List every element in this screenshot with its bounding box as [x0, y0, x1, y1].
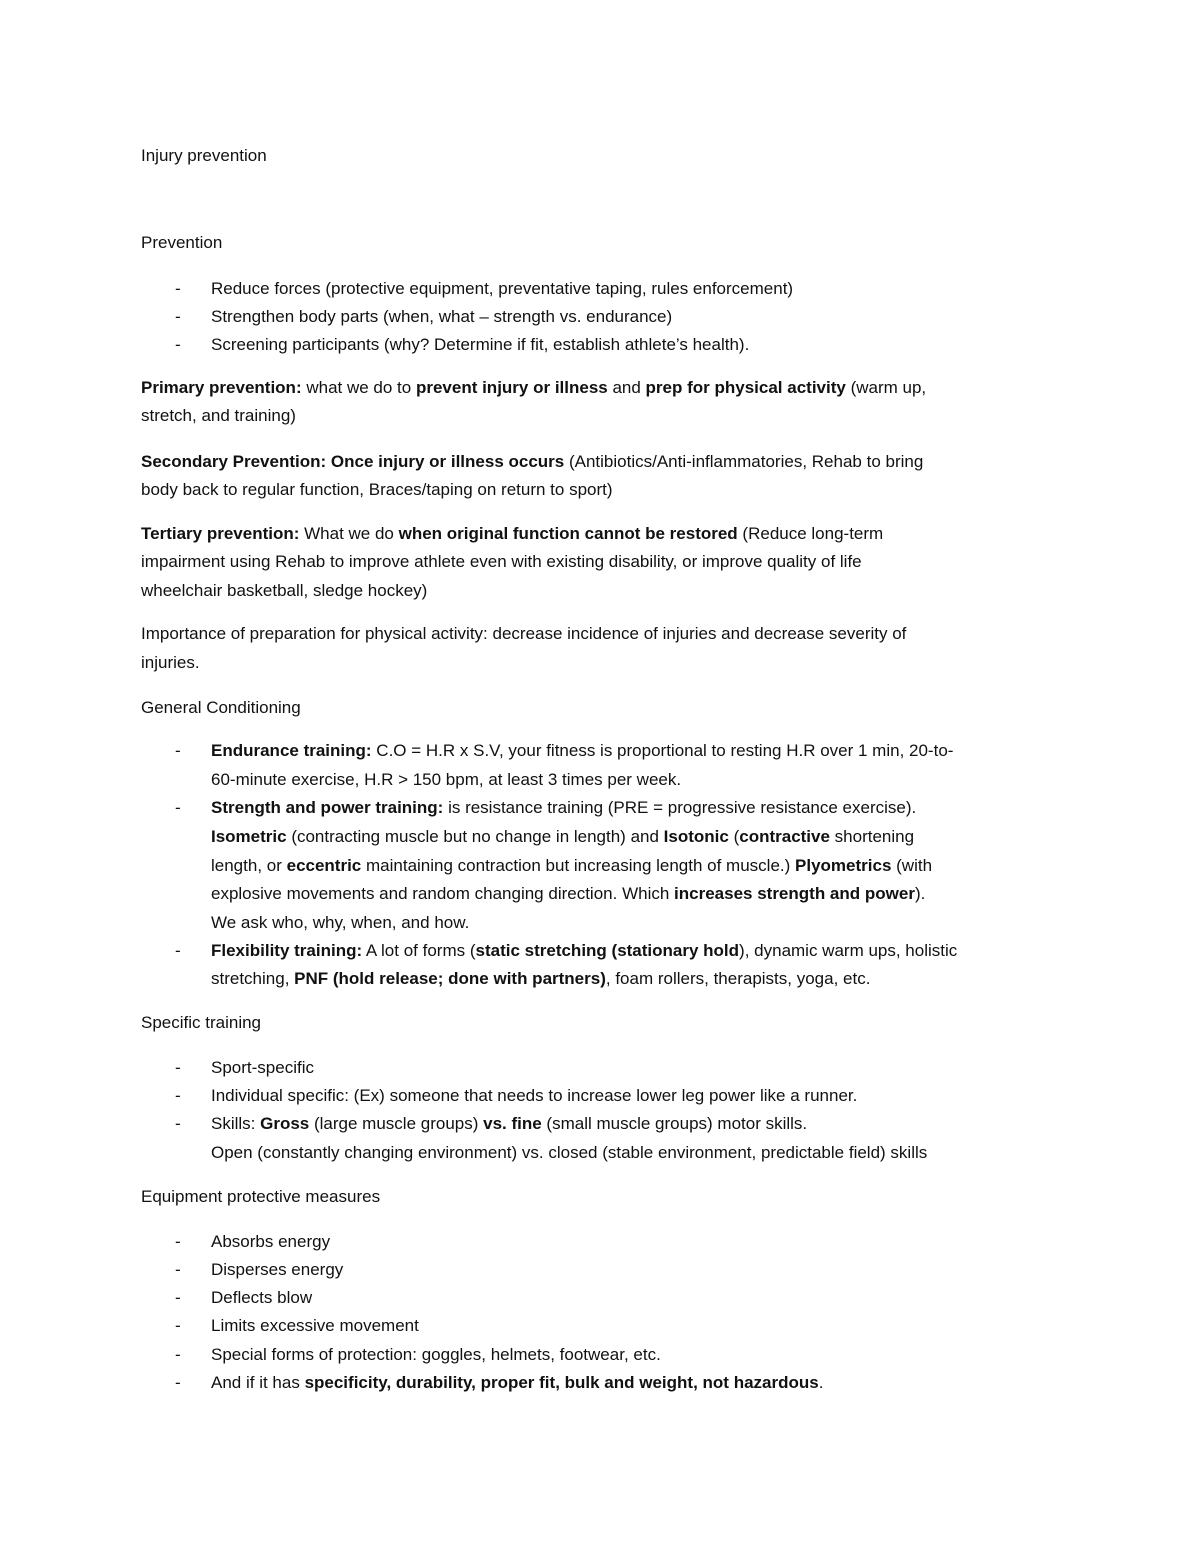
text-run: (with: [891, 856, 933, 875]
bullet-dash: -: [175, 1288, 181, 1307]
equipment-bullet-2: Disperses energy: [211, 1260, 344, 1279]
primary-prevention-line-1: [141, 377, 926, 399]
flexibility-training-line-2: [211, 968, 870, 990]
text-run: what we do to: [301, 378, 416, 397]
prevention-bullet-2: Strengthen body parts (when, what – strength vs. endurance): [211, 307, 673, 326]
bold-run: Isometric: [211, 827, 287, 846]
bullet-dash: -: [175, 941, 181, 960]
text-run: C.O = H.R x S.V, your fitness is proportional to resting H.R over 1 min, 20-to-: [371, 741, 954, 760]
text-run: (Reduce long-term: [737, 524, 884, 543]
secondary-prevention-line-1: [141, 451, 923, 473]
bold-run: Plyometrics: [795, 856, 892, 875]
bold-run: vs. fine: [483, 1114, 542, 1133]
primary-term: Primary prevention:: [141, 378, 302, 397]
strength-training-line-1: [211, 797, 916, 819]
text-run: And if it has: [211, 1373, 305, 1392]
bullet-dash: -: [175, 798, 181, 817]
equipment-bullet-3: Deflects blow: [211, 1288, 313, 1307]
bold-run: when original function cannot be restored: [398, 524, 738, 543]
text-run: What we do: [299, 524, 399, 543]
text-run: .: [818, 1373, 824, 1392]
bullet-dash: -: [175, 741, 181, 760]
text-run: (contracting muscle but no change in length) and: [286, 827, 664, 846]
bullet-dash: -: [175, 1260, 181, 1279]
bold-run: increases strength and power: [674, 884, 915, 903]
tertiary-prevention-line-3: wheelchair basketball, sledge hockey): [141, 581, 428, 600]
bold-run: prep for physical activity: [645, 378, 846, 397]
bold-run: Isotonic: [663, 827, 729, 846]
text-run: is resistance training (PRE = progressive resistance exercise).: [443, 798, 917, 817]
general-conditioning-heading: General Conditioning: [141, 698, 301, 717]
text-run: and: [607, 378, 646, 397]
flexibility-term: Flexibility training:: [211, 941, 363, 960]
specific-bullet-2: Individual specific: (Ex) someone that needs to increase lower leg power like a runner.: [211, 1086, 858, 1105]
tertiary-prevention-line-1: [141, 523, 883, 545]
equipment-heading: Equipment protective measures: [141, 1187, 381, 1206]
endurance-training-line-1: [211, 740, 953, 762]
bullet-dash: -: [175, 335, 181, 354]
equipment-bullet-5: Special forms of protection: goggles, helmets, footwear, etc.: [211, 1345, 661, 1364]
equipment-bullet-1: Absorbs energy: [211, 1232, 331, 1251]
bullet-dash: -: [175, 1373, 181, 1392]
text-run: (warm up,: [845, 378, 927, 397]
text-run: (Antibiotics/Anti-inflammatories, Rehab to bring: [564, 452, 924, 471]
tertiary-prevention-line-2: impairment using Rehab to improve athlete even with existing disability, or improve quality of life: [141, 552, 862, 571]
bullet-dash: -: [175, 1114, 181, 1133]
bold-run: Gross: [260, 1114, 310, 1133]
text-run: (small muscle groups) motor skills.: [541, 1114, 808, 1133]
specific-bullet-3: [211, 1113, 807, 1135]
document-title: Injury prevention: [141, 146, 267, 165]
prevention-heading: Prevention: [141, 233, 223, 252]
bold-run: PNF (hold release; done with partners): [294, 969, 606, 988]
bullet-dash: -: [175, 307, 181, 326]
strength-training-line-2: [211, 826, 914, 848]
text-run: length, or: [211, 856, 287, 875]
bold-run: contractive: [739, 827, 830, 846]
specific-training-heading: Specific training: [141, 1013, 262, 1032]
bold-run: static stretching (stationary hold: [475, 941, 740, 960]
secondary-prevention-line-2: body back to regular function, Braces/taping on return to sport): [141, 480, 613, 499]
prevention-bullet-3: Screening participants (why? Determine if fit, establish athlete’s health).: [211, 335, 750, 354]
endurance-training-line-2: 60-minute exercise, H.R > 150 bpm, at least 3 times per week.: [211, 770, 682, 789]
strength-training-line-3: [211, 855, 932, 877]
bullet-dash: -: [175, 1345, 181, 1364]
text-run: A lot of forms (: [362, 941, 476, 960]
bullet-dash: -: [175, 279, 181, 298]
bold-run: eccentric: [286, 856, 362, 875]
text-run: Skills:: [211, 1114, 261, 1133]
bold-run: specificity, durability, proper fit, bulk and weight, not hazardous: [304, 1373, 819, 1392]
bold-run: prevent injury or illness: [415, 378, 608, 397]
importance-line-2: injuries.: [141, 653, 200, 672]
equipment-bullet-4: Limits excessive movement: [211, 1316, 419, 1335]
importance-line-1: Importance of preparation for physical activity: decrease incidence of injuries and decrease severity of: [141, 624, 907, 643]
bullet-dash: -: [175, 1058, 181, 1077]
text-run: stretching,: [211, 969, 295, 988]
bullet-dash: -: [175, 1086, 181, 1105]
equipment-bullet-6: [211, 1372, 823, 1394]
specific-bullet-3-line-2: Open (constantly changing environment) vs. closed (stable environment, predictable field) skills: [211, 1143, 928, 1162]
primary-prevention-line-2: stretch, and training): [141, 406, 296, 425]
secondary-term: Secondary Prevention: Once injury or illness occurs: [141, 452, 565, 471]
prevention-bullet-1: Reduce forces (protective equipment, preventative taping, rules enforcement): [211, 279, 794, 298]
text-run: ).: [914, 884, 926, 903]
strength-training-line-5: We ask who, why, when, and how.: [211, 913, 470, 932]
bullet-dash: -: [175, 1232, 181, 1251]
text-run: (large muscle groups): [309, 1114, 484, 1133]
text-run: (: [728, 827, 740, 846]
tertiary-term: Tertiary prevention:: [141, 524, 300, 543]
bullet-dash: -: [175, 1316, 181, 1335]
endurance-term: Endurance training:: [211, 741, 372, 760]
text-run: explosive movements and random changing direction. Which: [211, 884, 675, 903]
text-run: maintaining contraction but increasing length of muscle.): [361, 856, 796, 875]
specific-bullet-1: Sport-specific: [211, 1058, 314, 1077]
strength-training-line-4: [211, 883, 925, 905]
text-run: , foam rollers, therapists, yoga, etc.: [605, 969, 871, 988]
strength-term: Strength and power training:: [211, 798, 444, 817]
text-run: ), dynamic warm ups, holistic: [739, 941, 958, 960]
text-run: shortening: [829, 827, 915, 846]
flexibility-training-line-1: [211, 940, 957, 962]
